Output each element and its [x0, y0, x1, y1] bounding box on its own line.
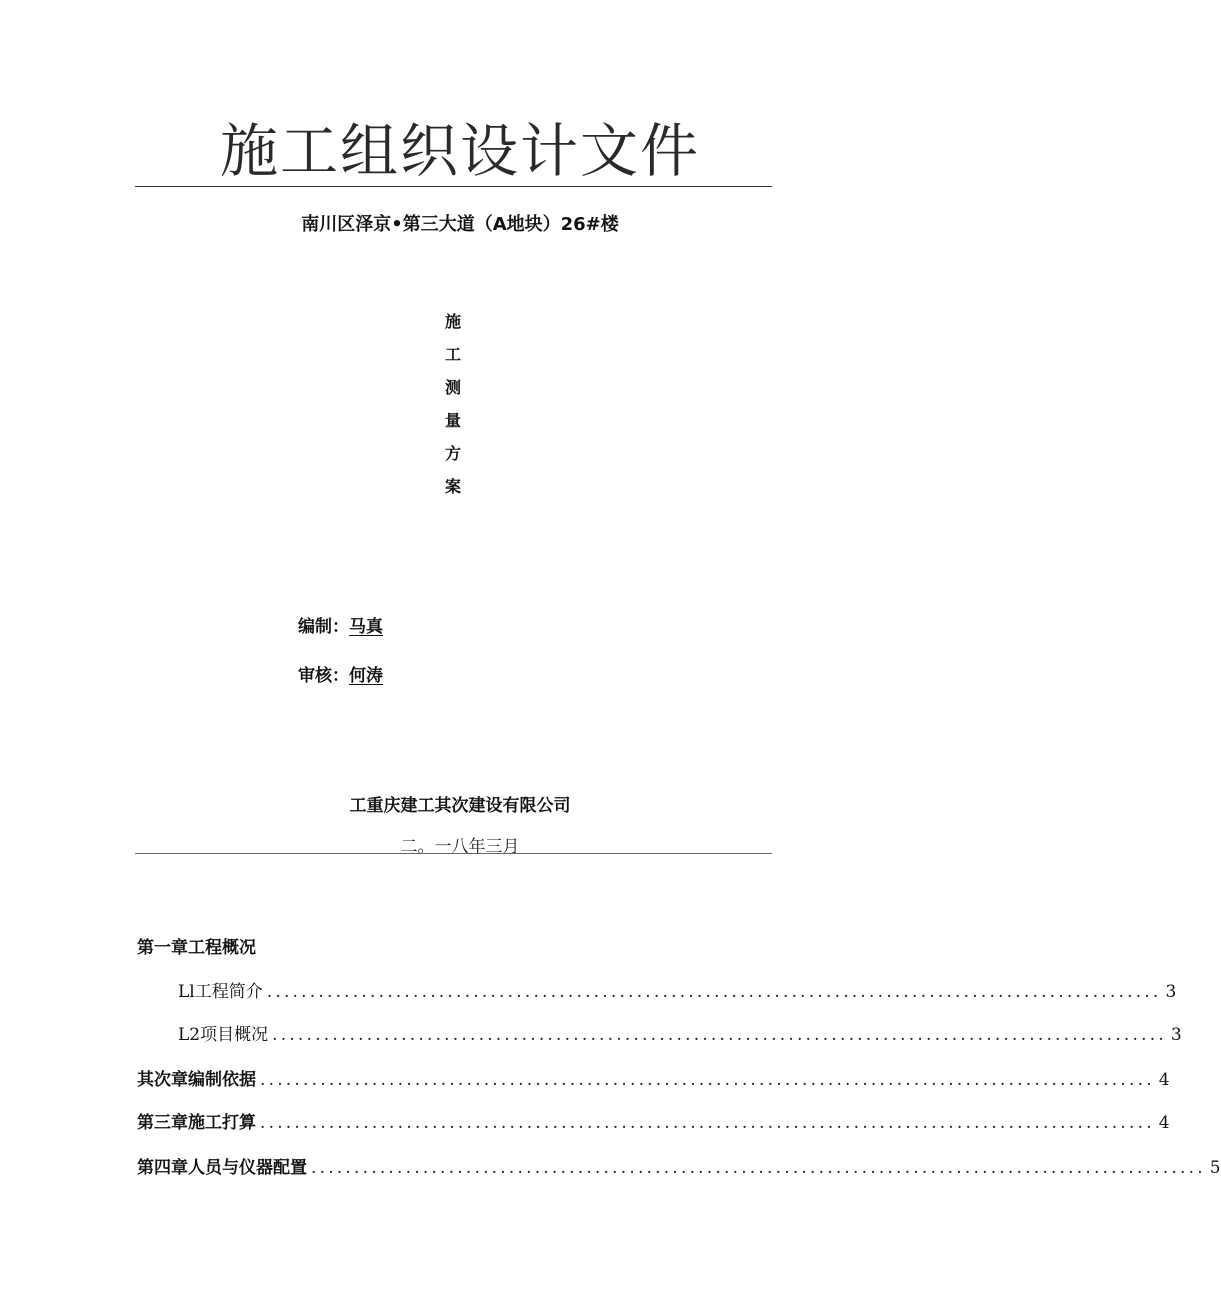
compiler-label: 编制： [298, 617, 349, 637]
document-title: 施工组织设计文件 [219, 117, 700, 185]
reviewer-label: 审核： [298, 666, 349, 686]
toc-entry[interactable] [137, 1065, 1170, 1091]
toc-page-number: 4 [1158, 1070, 1170, 1090]
toc-entry[interactable] [137, 1108, 1170, 1134]
date-divider [135, 853, 772, 854]
document-type-char: 案 [444, 477, 461, 496]
toc-entry[interactable] [178, 1020, 1182, 1046]
document-type-char: 方 [444, 444, 461, 463]
toc-chapter-heading: 第一章工程概况 [137, 938, 256, 958]
toc-page-number: 5 [1209, 1158, 1221, 1178]
document-type-char: 工 [444, 345, 461, 364]
toc-leader-dots: ........................................................................................................ [260, 1113, 1155, 1133]
toc-page-number: 3 [1170, 1025, 1182, 1045]
toc-leader-dots: ........................................................................................................ [260, 1070, 1155, 1090]
toc-leader-dots: ........................................................................................................ [266, 982, 1162, 1002]
company-name: 工重庆建工其次建设有限公司 [349, 796, 571, 816]
compiler-name: 马真 [349, 617, 383, 637]
toc-page-number: 3 [1165, 982, 1177, 1002]
toc-entry-label: 第三章施工打算 [137, 1113, 256, 1133]
toc-leader-dots: ........................................................................................................ [311, 1158, 1206, 1178]
toc-entry-label: 第四章人员与仪器配置 [137, 1158, 307, 1178]
toc-entry-label: L2项目概况 [178, 1025, 269, 1045]
compiler-line [298, 612, 383, 637]
reviewer-line [298, 661, 383, 686]
reviewer-name: 何涛 [349, 666, 383, 686]
toc-entry-label: Ll工程简介 [178, 982, 263, 1002]
document-type-char: 施 [444, 312, 461, 331]
project-name: 南川区泽京•第三大道（A地块）26#楼 [301, 214, 619, 235]
toc-page-number: 4 [1158, 1113, 1170, 1133]
document-type-char: 测 [444, 378, 461, 397]
title-divider [135, 186, 772, 187]
document-date: 二。一八年三月 [400, 837, 520, 857]
document-type-vertical [430, 305, 476, 503]
toc-entry-label: 其次章编制依据 [137, 1070, 256, 1090]
document-type-char: 量 [444, 411, 461, 430]
toc-entry[interactable] [137, 1153, 1221, 1179]
toc-leader-dots: ........................................................................................................ [272, 1025, 1167, 1045]
toc-entry[interactable] [178, 977, 1177, 1003]
